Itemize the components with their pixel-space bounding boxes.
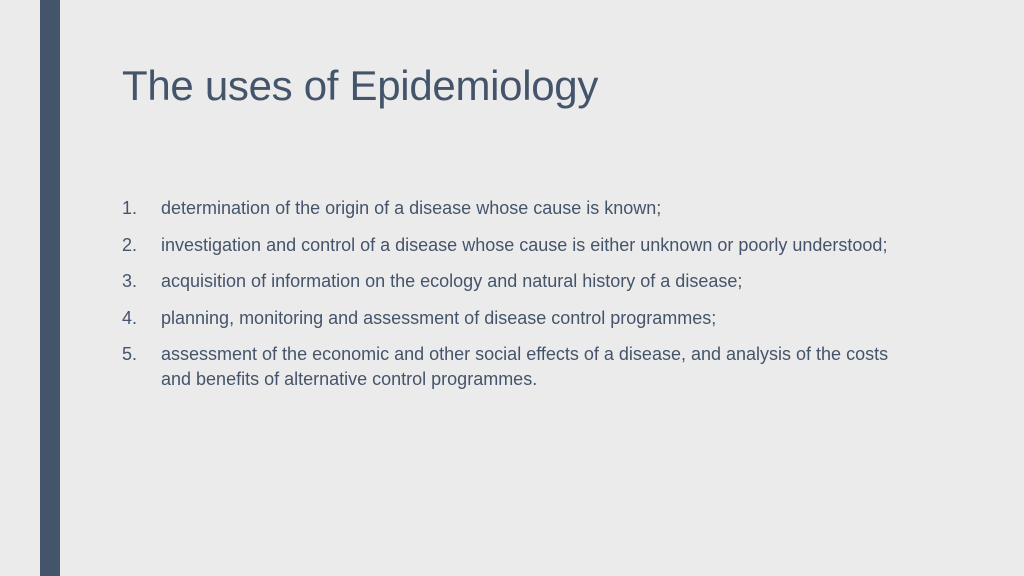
- list-item-text: acquisition of information on the ecology and natural history of a disease;: [161, 271, 743, 291]
- list-item: [122, 342, 922, 391]
- list-item-text: planning, monitoring and assessment of disease control programmes;: [161, 307, 717, 328]
- list-item-number: 2.: [122, 234, 138, 255]
- list-item: [122, 233, 922, 258]
- list-item-text: investigation and control of a disease whose cause is either unknown or poorly understood;: [161, 234, 888, 255]
- list-item: [122, 306, 922, 331]
- list-item-text: determination of the origin of a disease whose cause is known;: [161, 198, 662, 218]
- list-item-number: 4.: [122, 307, 138, 328]
- list-item-number: 1.: [122, 198, 138, 218]
- uses-list: [122, 196, 922, 403]
- list-item: [122, 269, 922, 294]
- list-item: [122, 196, 922, 221]
- slide-title: The uses of Epidemiology: [122, 62, 599, 109]
- list-item-text: assessment of the economic and other social effects of a disease, and analysis of the costs and benefits of alternative control programmes.: [161, 344, 889, 389]
- list-item-number: 5.: [122, 344, 138, 364]
- list-item-number: 3.: [122, 271, 138, 291]
- accent-bar: [40, 0, 60, 576]
